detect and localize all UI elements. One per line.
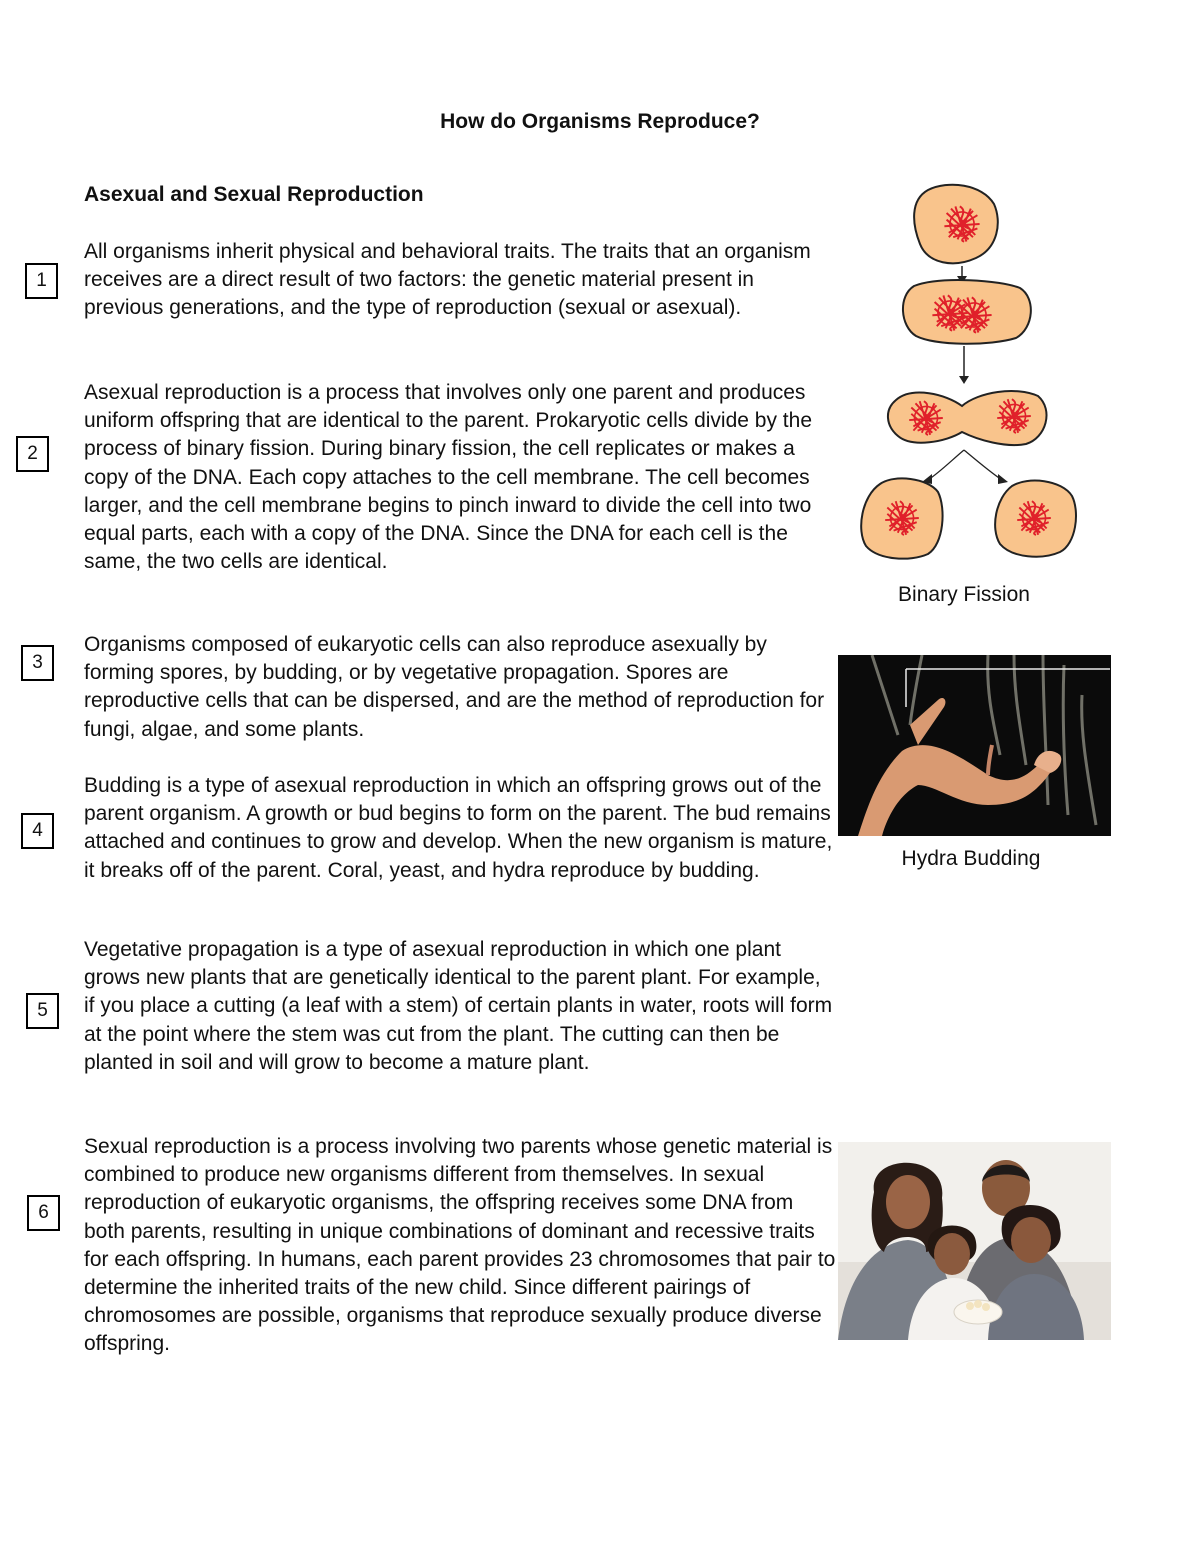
paragraph-intro: All organisms inherit physical and behavioral traits. The traits that an organism receives are a direct result of two factors: the genetic material present in previous generations, and the type of reproduction (sexual or asexual). [84,240,811,320]
paragraph-asexual: Asexual reproduction is a process that involves only one parent and produces uniform offspring that are identical to the parent. Prokaryotic cells divide by the process of binary fission. During binary fission, the cell replicates or makes a copy of the DNA. Each copy attaches to the cell membrane. The cell becomes larger, and the cell membrane begins to pinch inward to divide the cell into two equal parts, each with a copy of the DNA. Since the DNA for each cell is the same, the two cells are identical. [84,381,812,574]
paragraph-sexual: Sexual reproduction is a process involving two parents whose genetic material is combined to produce new organisms different from themselves. In sexual reproduction of eukaryotic organisms, the offspring receives some DNA from both parents, resulting in unique combinations of dominant and recessive traits for each offspring. In humans, each parent provides 23 chromosomes that pair to determine the inherited traits of the new child. Since different pairings of chromosomes are possible, organisms that reproduce sexually produce diverse offspring. [84,1135,836,1356]
paragraph-number-box: 6 [27,1195,60,1231]
paragraph-vegetative: Vegetative propagation is a type of asexual reproduction in which one plant grows new plants that are genetically identical to the parent plant. For example, if you place a cutting (a leaf with a stem) of certain plants in water, roots will form at the point where the stem was cut from the plant. The cutting can then be planted in soil and will grow to become a mature plant. [84,938,833,1074]
paragraph-number-box: 1 [25,263,58,299]
paragraph-number-box: 3 [21,645,54,681]
cell-shape [914,185,998,264]
paragraph-number-box: 5 [26,993,59,1029]
family-photo [838,1142,1111,1340]
hydra-budding-image [838,655,1111,836]
paragraph-eukaryotic: Organisms composed of eukaryotic cells can also reproduce asexually by forming spores, by budding, or by vegetative propagation. Spores are reproductive cells that can be dispersed, and are the method of reproduction for fungi, algae, and some plants. [84,633,825,741]
cell-shape [888,391,1047,445]
binary-fission-caption: Binary Fission [898,583,1030,606]
paragraph-number-box: 2 [16,436,49,472]
paragraph-number-box: 4 [21,813,54,849]
page-title: How do Organisms Reproduce? [440,110,760,133]
binary-fission-diagram [850,178,1085,568]
hydra-caption: Hydra Budding [901,847,1041,870]
paragraph-budding: Budding is a type of asexual reproduction in which an offspring grows out of the parent organism. A growth or bud begins to form on the parent. The bud remains attached and continues to grow and develop. When the new organism is mature, it breaks off of the parent. Coral, yeast, and hydra reproduce by budding. [84,774,833,882]
section-heading: Asexual and Sexual Reproduction [84,183,424,206]
